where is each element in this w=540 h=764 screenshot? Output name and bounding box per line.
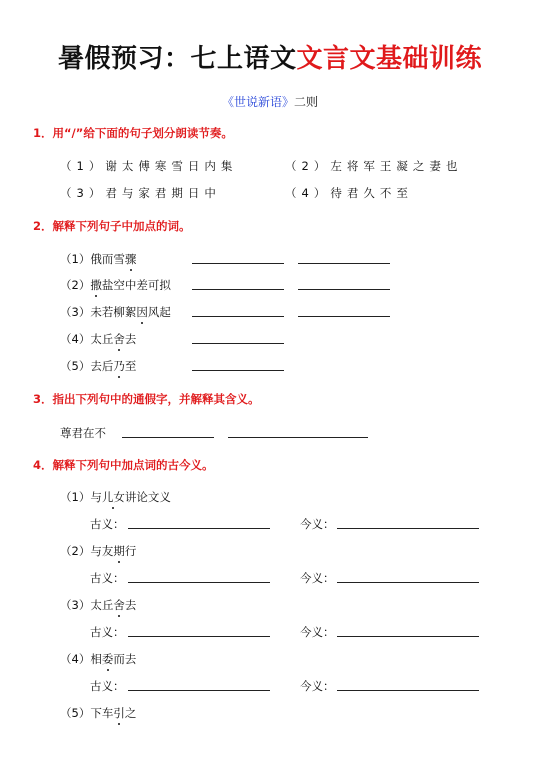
dotted-word: 期 (113, 544, 125, 558)
q3-heading: 3．指出下列句中的通假字，并解释其含义。 (33, 392, 260, 406)
q2-item-1: （1）俄而雪骤 (60, 252, 137, 266)
q4-item-5: （5）下车引之 (60, 706, 137, 720)
dotted-word: 撒 (90, 278, 102, 292)
answer-blank[interactable] (298, 289, 390, 290)
jin-label: 今义： (300, 679, 335, 693)
answer-blank[interactable] (228, 437, 368, 438)
q2-heading: 2．解释下列句子中加点的词。 (33, 219, 191, 233)
subtitle-book: 《世说新语》 (221, 95, 294, 109)
q1-item-4: （4）待君久不至 (285, 186, 413, 200)
jin-label: 今义： (300, 571, 335, 585)
title-black: 暑假预习：七上语文 (57, 44, 297, 74)
dotted-word: 委 (101, 652, 114, 666)
q1-heading: 1．用“/”给下面的句子划分朗读节奏。 (33, 126, 233, 140)
gu-label: 古义： (90, 571, 125, 585)
gu-label: 古义： (90, 517, 125, 531)
page-subtitle (0, 93, 540, 110)
q3-item: 尊君在不 (60, 426, 106, 440)
dotted-word: 骤 (124, 252, 137, 266)
q4-item-4: （4）相委而去 (60, 652, 137, 666)
q1-item-3: （3）君与家君期日中 (60, 186, 221, 200)
answer-blank[interactable] (192, 370, 284, 371)
dotted-word: 引 (113, 706, 125, 720)
answer-blank[interactable] (128, 582, 270, 583)
answer-blank[interactable] (337, 636, 479, 637)
answer-blank[interactable] (192, 263, 284, 264)
q2-item-4: （4）太丘舍去 (60, 332, 137, 346)
dotted-word: 因 (136, 305, 148, 319)
answer-blank[interactable] (337, 582, 479, 583)
subtitle-suffix: 二则 (294, 95, 319, 109)
q4-item-1: （1）与儿女讲论文义 (60, 490, 171, 504)
dotted-word: 儿女 (101, 490, 125, 504)
answer-blank[interactable] (298, 263, 390, 264)
dotted-word: 舍 (113, 598, 125, 612)
answer-blank[interactable] (337, 528, 479, 529)
q4-item-3: （3）太丘舍去 (60, 598, 137, 612)
dotted-word: 乃 (113, 359, 125, 373)
jin-label: 今义： (300, 625, 335, 639)
page-title (0, 38, 540, 75)
q2-item-2: （2）撒盐空中差可拟 (60, 278, 171, 292)
answer-blank[interactable] (337, 690, 479, 691)
answer-blank[interactable] (128, 636, 270, 637)
q1-item-1: （1）谢太傅寒雪日内集 (60, 159, 238, 173)
q1-item-2: （2）左将军王凝之妻也 (285, 159, 463, 173)
title-red: 文言文基础训练 (296, 44, 483, 74)
answer-blank[interactable] (192, 316, 284, 317)
answer-blank[interactable] (298, 316, 390, 317)
answer-blank[interactable] (192, 289, 284, 290)
q2-item-3: （3）未若柳絮因风起 (60, 305, 171, 319)
jin-label: 今义： (300, 517, 335, 531)
answer-blank[interactable] (128, 690, 270, 691)
answer-blank[interactable] (122, 437, 214, 438)
q4-item-2: （2）与友期行 (60, 544, 137, 558)
gu-label: 古义： (90, 625, 125, 639)
dotted-word: 舍 (113, 332, 125, 346)
q2-item-5: （5）去后乃至 (60, 359, 137, 373)
answer-blank[interactable] (192, 343, 284, 344)
answer-blank[interactable] (128, 528, 270, 529)
q4-heading: 4．解释下列句中加点词的古今义。 (33, 458, 214, 472)
gu-label: 古义： (90, 679, 125, 693)
